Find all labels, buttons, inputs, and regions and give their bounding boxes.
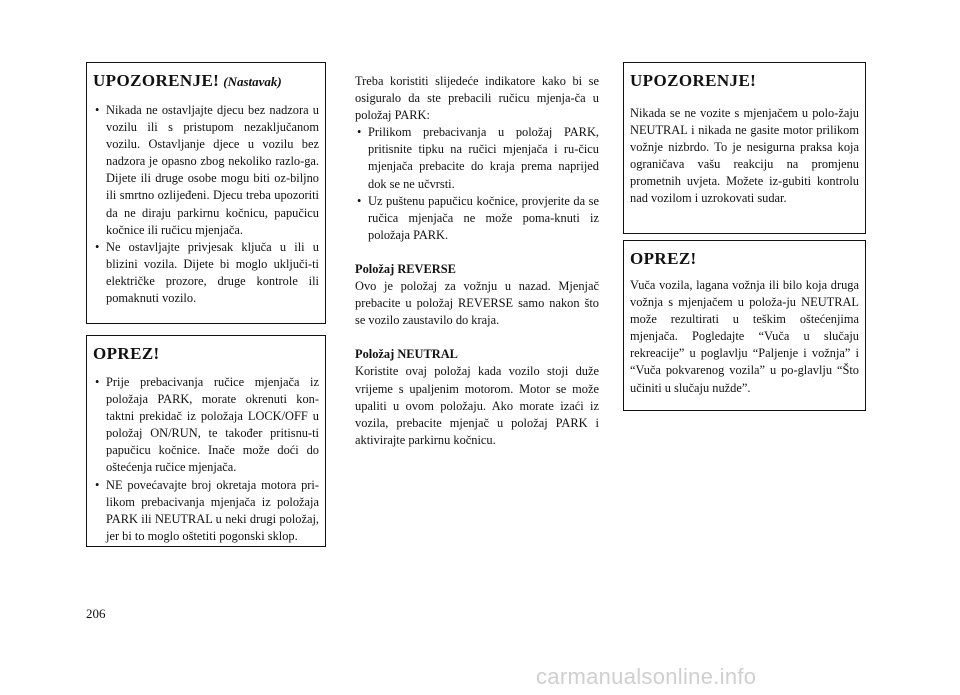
neutral-heading: Položaj NEUTRAL	[355, 347, 458, 362]
park-indicators-intro: Treba koristiti slijedeće indikatore kako bi se osiguralo da ste prebacili ručicu mjenja-ča u položaj PARK:	[355, 74, 599, 123]
warning-box	[623, 62, 866, 234]
caution-title: OPREZ!	[93, 344, 160, 363]
caution-text: Vuča vozila, lagana vožnja ili bilo koja druga vožnja s mjenjačem u položa-ju NEUTRAL može rezultirati u teškim oštećenjima mjenjača. Pogledajte “Vuča u slučaju rekreacije” u poglavlju “Paljenje i vožnja” i “Vuča pokvarenog vozila” u po-glavlju “Što učiniti u slučaju nužde”.	[630, 278, 859, 395]
warning-title-text: UPOZORENJE!	[93, 71, 220, 90]
warning-bullet: • Ne ostavljajte privjesak ključa u ili u blizini vozila. Dijete bi moglo uključi-ti električke prozore, druge kontrole ili pomaknuti vozilo.	[93, 239, 319, 307]
warning-bullet: • Nikada ne ostavljajte djecu bez nadzora u vozilu ili s pristupom nezaključanom vozilu. Ostavljanje djece u vozilu bez nadzora je opasno zbog nekoliko razlo-ga. Dijete ili druge osobe mogu biti oz-biljno ili smrtno ozlijeđeni. Djecu treba upozoriti da ne diraju parkirnu kočnicu, papučicu kočnice ili ručicu mjenjača.	[93, 102, 319, 239]
park-indicator-bullet: • Uz puštenu papučicu kočnice, provjerite da se ručica mjenjača ne može poma-knuti iz položaja PARK.	[355, 193, 599, 244]
neutral-text: Koristite ovaj položaj kada vozilo stoji duže vrijeme s upaljenim motorom. Motor se može upaliti u ovom položaju. Ako morate izaći iz vozila, prebacite mjenjač u položaj PARK i aktivirajte parkirnu kočnicu.	[355, 364, 599, 447]
reverse-text: Ovo je položaj za vožnju u nazad. Mjenjač prebacite u položaj REVERSE samo nakon što se vozilo zaustavilo do kraja.	[355, 279, 599, 328]
warning-title-suffix: (Nastavak)	[223, 74, 282, 89]
reverse-heading: Položaj REVERSE	[355, 261, 456, 276]
warning-title	[93, 71, 319, 92]
middle-column	[355, 73, 599, 449]
warning-box-continued	[86, 62, 326, 324]
spacer	[355, 329, 599, 346]
left-column	[86, 62, 326, 547]
caution-title: OPREZ!	[630, 249, 697, 268]
warning-text: Nikada se ne vozite s mjenjačem u polo-žaju NEUTRAL i nikada ne gasite motor prilikom vožnje nizbrdo. To je nesigurna praksa koja ograničava vašu reakciju na promjenu prometnih uvjeta. Možete iz-gubiti kontrolu nad vozilom i uzrokovati sudar.	[630, 106, 859, 206]
caution-box	[86, 335, 326, 547]
watermark: carmanualsonline.info	[536, 664, 757, 689]
caution-bullet-list	[93, 374, 319, 545]
spacer	[355, 244, 599, 261]
right-column	[623, 62, 866, 411]
park-indicator-bullet: • Prilikom prebacivanja u položaj PARK, pritisnite tipku na ručici mjenjača i ru-čicu mjenjača prebacite do kraja prema naprijed dok se ne učvrsti.	[355, 124, 599, 192]
caution-box	[623, 240, 866, 411]
caution-bullet: • Prije prebacivanja ručice mjenjača iz položaja PARK, morate okrenuti kon-taktni prekidač iz položaja LOCK/OFF u položaj ON/RUN, te također pritisnu-ti papučicu kočnice. Inače može doći do oštećenja ručice mjenjača.	[93, 374, 319, 477]
park-indicators-list	[355, 124, 599, 244]
page-number: 206	[86, 606, 106, 621]
warning-bullet-list	[93, 102, 319, 307]
warning-title: UPOZORENJE!	[630, 71, 757, 90]
caution-bullet: • NE povećavajte broj okretaja motora pri-likom prebacivanja mjenjača iz položaja PARK ili NEUTRAL u neki drugi položaj, jer bi to moglo oštetiti pogonski sklop.	[93, 477, 319, 545]
